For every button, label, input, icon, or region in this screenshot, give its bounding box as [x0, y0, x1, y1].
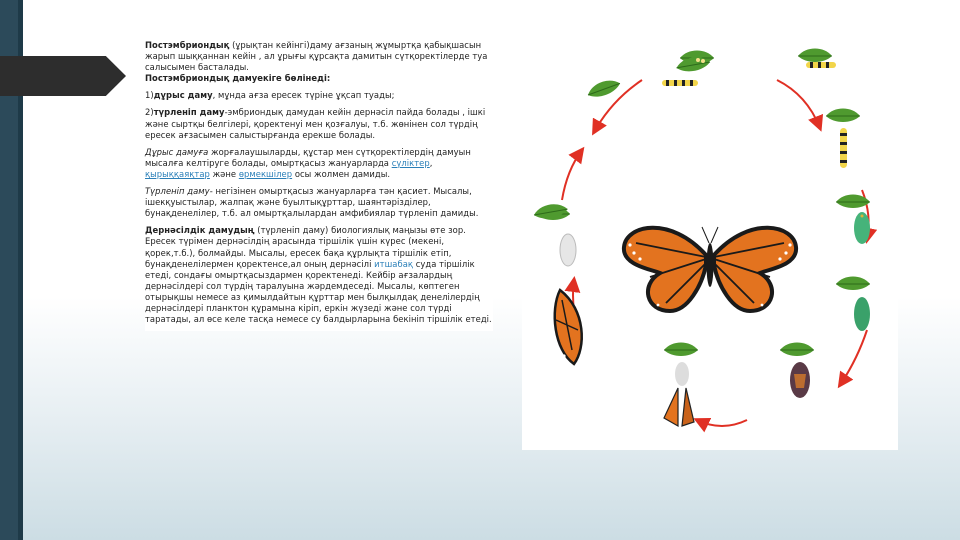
link-itshabak[interactable]: итшабақ: [374, 258, 413, 269]
p3-italic: Дұрыс дамуға: [145, 146, 209, 157]
chrysalis-dark: [780, 343, 814, 399]
caterpillar-3: [826, 109, 860, 169]
p1-text: , мұнда ағза ересек түріне ұқсап туады;: [212, 90, 395, 101]
p3-sep1: ,: [429, 157, 433, 168]
emerging-butterfly: [664, 343, 698, 427]
p1-bold: дұрыс даму: [153, 90, 213, 101]
p5-text2: суда тіршілік етеді, сондағы омыртқасыздармен қоректенеді. Кейбір ағзалардың дернәсілдері сол түрдің таралуына жәрдемдеседі. Мысалы, көптеген отырықшы немесе аз қимылдайтын құрттар мен былқылдақ денелілердің дернәсілдері планктон құрамына кіріп, еркін жүзеді және сол түрді таратады, ал өсе келе тасқа немесе су балдырларына бекініп тіршілік етеді.: [145, 258, 492, 325]
caterpillar-1: [662, 80, 698, 86]
butterfly-life-cycle-image: [522, 40, 898, 450]
intro-subheading: Постэмбриондық дамуекіге бөлінеді:: [145, 73, 331, 84]
life-cycle-illustration: [522, 40, 898, 450]
leaf-upper-left: [585, 76, 622, 100]
p2-text: -эмбриондық дамудан кейін дернәсіл пайда болады , ішкі және сыртқы белгілері, қоректенуі мен қозғалуы, т.б. жөнінен сол түрдің ересек ағзасымен салыстырғанда ерекше болады.: [145, 107, 486, 140]
arrow-5: [697, 420, 747, 426]
arrow-7: [562, 150, 582, 200]
link-suliktker[interactable]: сүліктер: [391, 157, 430, 168]
chrysalis-green-2: [836, 277, 870, 332]
arrow-2: [777, 80, 820, 128]
paragraph-5: [145, 225, 493, 325]
p4-italic: Түрленіп даму: [145, 186, 210, 197]
slide-text-block: [145, 40, 493, 331]
p4-text: - негізінен омыртқасыз жануарларға тән қасиет. Мысалы, ішекқуыстылар, жалпақ және буылтықұрттар, шаянтәріздiлер, бунақденелілер, т.б. ал омыртқалылардан амфибиялар түрленіп дамиды.: [145, 186, 479, 219]
p5-bold: Дернәсілдік дамудың: [145, 225, 255, 236]
link-kyrykkayaktar[interactable]: қырыққаяқтар: [145, 168, 210, 179]
paragraph-4: [145, 186, 493, 219]
p2-bold: түрленіп даму: [153, 107, 225, 118]
paragraph-intro: [145, 40, 493, 84]
link-ormekshiler[interactable]: өрмекшілер: [238, 168, 293, 179]
egg-stage: [675, 51, 714, 74]
paragraph-3: [145, 147, 493, 180]
slide-arrow-decoration: [0, 56, 126, 96]
intro-bold-lead: Постэмбриондық: [145, 40, 230, 50]
adult-monarch-butterfly: [624, 227, 796, 311]
caterpillar-2: [798, 49, 836, 69]
intro-text: (ұрықтан кейінгі)даму ағзаның жұмыртқа қабықшасын жарып шыққаннан кейін , ал ұрығы құрсақта дамитын сүтқоректілерде туа салысымен басталады.: [145, 40, 488, 73]
resting-butterfly-left: [555, 290, 582, 364]
p5-text1: (түрленіп даму) биологиялық маңызы өте зор. Ересек түрімен дернәсілдің арасында тіршілік үшін күрес (мекені, қорек,т.б.), болмайды. Мысалы, ересек бақа құрлықта тіршілік етіп, бунақденелілермен қоректенсе,ал оның дернәсілі: [145, 225, 466, 269]
p3-text1: жорғалаушыларды, құстар мен сүтқоректілердің дамуын мысалға келтіруге болады, омыртқасыз жануарларда: [145, 146, 471, 168]
p1-prefix: 1): [145, 90, 154, 101]
p3-sep2: және: [209, 168, 239, 179]
paragraph-2: [145, 107, 493, 140]
p3-text2: осы жолмен дамиды.: [292, 168, 391, 179]
arrow-4: [840, 330, 867, 385]
p2-prefix: 2): [145, 107, 154, 118]
paragraph-1: [145, 90, 493, 101]
chrysalis-green-1: [836, 195, 870, 245]
